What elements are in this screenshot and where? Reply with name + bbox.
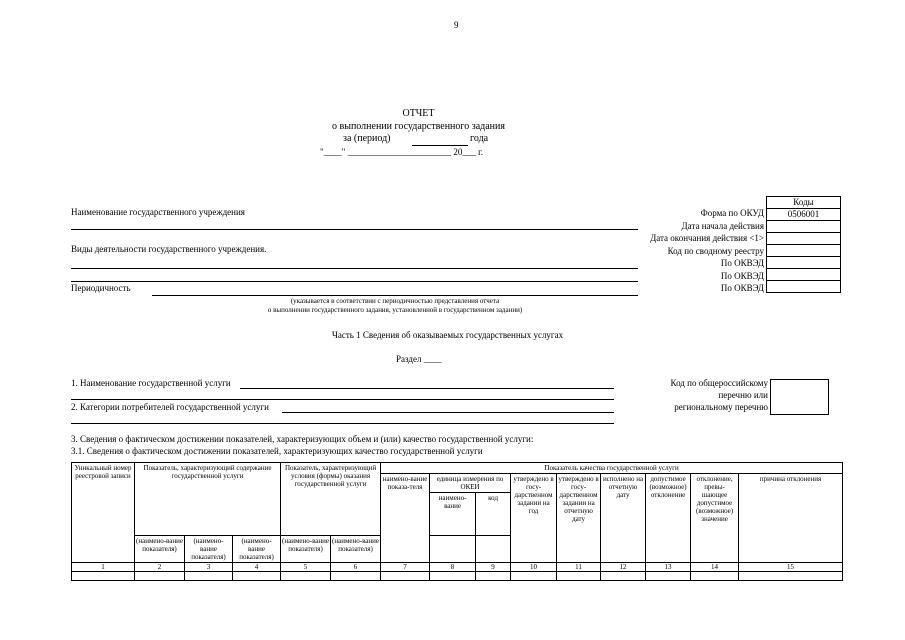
quality-indicators-table [71,462,843,581]
data-cell [557,572,601,581]
data-cell [233,572,281,581]
activity-line-1 [71,268,638,269]
institution-line-1 [71,229,638,230]
okved-cell-1 [767,257,841,269]
category-line-2 [71,423,614,424]
col-number: 9 [476,563,511,572]
label-start-date: Дата начала действия [681,221,764,231]
col-excess-deviation: отклонение, превы-шающее допустимое (возможное) значение [691,474,739,563]
group-quality-indicator: Показатель качества государственной услуги [381,463,843,474]
sub-content-name-2: (наимено-вание показателя) [185,536,233,563]
okved-cell-2 [767,269,841,281]
label-okved-3: По ОКВЭД [720,283,764,293]
data-cell [281,572,331,581]
section3-line2: 3.1. Сведения о фактическом достижении показателей, характеризующих качество государственной услуги [71,446,483,456]
col-number: 8 [430,563,476,572]
label-okud: Форма по ОКУД [700,208,764,218]
data-cell [381,572,430,581]
col-number: 1 [72,563,135,572]
col-quality-name: наимено-вание показа-теля [381,474,430,563]
period-line [412,145,468,146]
periodicity-note-2: о выполнении государственного задания, установленной в государственном задании) [267,306,523,314]
registry-code-label-2: перечню или [718,390,768,400]
col-number: 15 [739,563,843,572]
col-number: 2 [135,563,185,572]
col-deviation-reason: причина отклонения [739,474,843,563]
sub-conditions-name-2: (наимено-вание показателя) [331,536,381,563]
sub-unit-spacer-1 [430,536,476,563]
periodicity-label: Периодичность [71,283,131,293]
registry-code-label-3: региональному перечню [674,402,768,412]
data-cell [691,572,739,581]
col-unit-name: наимено-вание [430,493,476,536]
col-done: исполнено на отчетную дату [601,474,646,563]
sub-content-name-3: (наимено-вание показателя) [233,536,281,563]
col-number: 13 [646,563,691,572]
sub-content-name-1: (наимено-вание показателя) [135,536,185,563]
group-content-indicator: Показатель, характеризующий содержание государственной услуги [135,463,281,536]
label-okved-2: По ОКВЭД [720,271,764,281]
label-end-date: Дата окончания действия <1> [650,233,764,243]
registry-code-box [770,379,829,415]
service-name-label: 1. Наименование государственной услуги [71,378,231,388]
col-number: 11 [557,563,601,572]
start-date-cell [767,221,841,233]
data-cell [135,572,185,581]
report-subtitle: о выполнении государственного задания [332,121,505,132]
col-approved-date: утверждено в госу-дарственном задании на отчетную дату [557,474,601,563]
data-cell [601,572,646,581]
category-line [282,412,614,413]
col-number: 3 [185,563,233,572]
data-cell [72,572,135,581]
col-number: 6 [331,563,381,572]
service-name-line [240,388,614,389]
col-number: 12 [601,563,646,572]
sub-conditions-name-1: (наимено-вание показателя) [281,536,331,563]
label-okved-1: По ОКВЭД [720,258,764,268]
col-unit: единица измерения по ОКЕИ [430,474,511,493]
codes-table [766,196,841,293]
activity-types-label: Виды деятельности государственного учреждения. [71,244,267,254]
data-cell [185,572,233,581]
col-number: 7 [381,563,430,572]
registry-code-cell [767,245,841,257]
data-cell [511,572,557,581]
codes-header: Коды [767,197,841,209]
service-name-line-2 [71,399,614,400]
col-number: 14 [691,563,739,572]
data-cell [646,572,691,581]
part-title: Часть 1 Сведения об оказываемых государственных услугах [332,330,564,340]
col-number: 5 [281,563,331,572]
data-cell [430,572,476,581]
period-prefix: за (период) [343,133,391,144]
col-number: 4 [233,563,281,572]
report-title: ОТЧЕТ [402,108,435,119]
activity-line-2 [71,281,638,282]
page-number: 9 [454,20,459,30]
col-number: 10 [511,563,557,572]
col-registry-number: Уникальный номер реестровой записи [72,463,135,563]
periodicity-line [152,295,638,296]
institution-name-label: Наименование государственного учреждения [71,207,245,217]
col-allowed-deviation: допустимое (возможное) отклонение [646,474,691,563]
sub-unit-spacer-2 [476,536,511,563]
label-registry: Код по сводному реестру [667,246,764,256]
data-cell [739,572,843,581]
end-date-cell [767,233,841,245]
registry-code-label-1: Код по общероссийскому [670,378,768,388]
col-approved-year: утверждено в госу-дарственном задании на год [511,474,557,563]
section-label: Раздел ____ [396,354,442,364]
okved-cell-3 [767,281,841,293]
group-conditions-indicator: Показатель, характеризующий условия (формы) оказания государственной услуги [281,463,381,536]
date-line: "____" _______________________ 20___ г. [320,147,484,157]
periodicity-note-1: (указывается в соответствии с периодичностью представления отчета [290,297,500,305]
category-label: 2. Категории потребителей государственной услуги [71,402,269,412]
okud-code-cell: 0506001 [767,209,841,221]
period-suffix: года [470,133,489,144]
col-unit-code: код [476,493,511,536]
data-cell [331,572,381,581]
data-cell [476,572,511,581]
section3-line1: 3. Сведения о фактическом достижении показателей, характеризующих объем и (или) качество государственной услуги: [71,434,534,444]
